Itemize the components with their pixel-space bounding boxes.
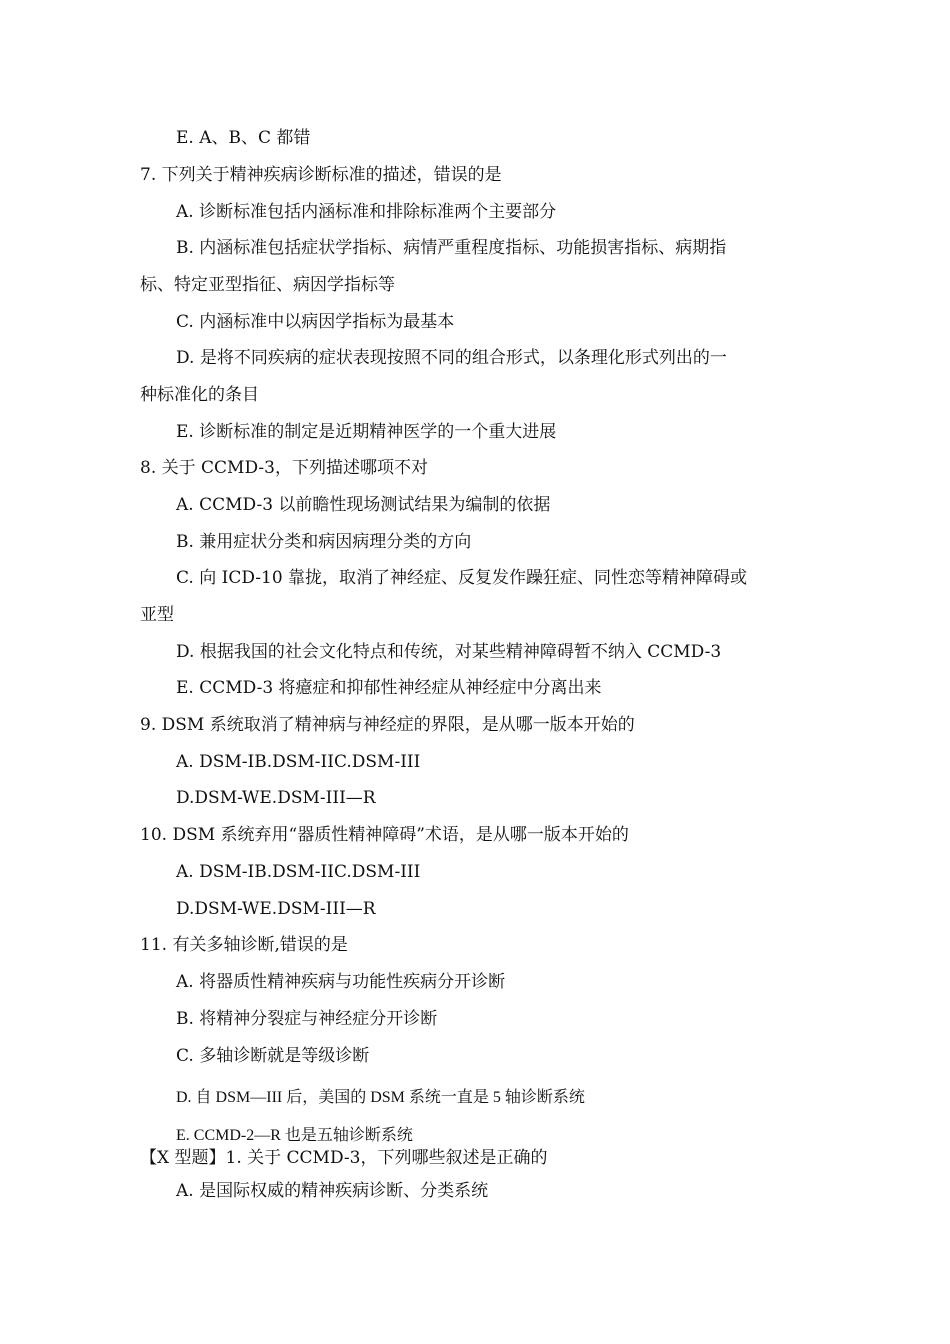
question-line: 11. 有关多轴诊断,错误的是 — [140, 935, 348, 955]
option-line: D. 自 DSM—III 后，美国的 DSM 系统一直是 5 轴诊断系统 — [176, 1089, 585, 1106]
option-line: A. 是国际权威的精神疾病诊断、分类系统 — [176, 1181, 489, 1201]
option-line: A. CCMD-3 以前瞻性现场测试结果为编制的依据 — [176, 495, 551, 515]
section-heading: 【X 型题】1. 关于 CCMD-3，下列哪些叙述是正确的 — [140, 1148, 548, 1168]
option-line: E. CCMD-3 将癔症和抑郁性神经症从神经症中分离出来 — [176, 678, 602, 698]
option-line: C. 多轴诊断就是等级诊断 — [176, 1046, 370, 1066]
option-line: A. 诊断标准包括内涵标准和排除标准两个主要部分 — [176, 202, 557, 222]
option-line: E. A、B、C 都错 — [176, 128, 311, 148]
option-line: E. 诊断标准的制定是近期精神医学的一个重大进展 — [176, 422, 557, 442]
option-line: A. DSM-IB.DSM-IIC.DSM-III — [176, 752, 421, 772]
option-line: E. CCMD-2—R 也是五轴诊断系统 — [176, 1127, 413, 1144]
option-line: D. 根据我国的社会文化特点和传统，对某些精神障碍暂不纳入 CCMD-3 — [176, 642, 722, 662]
option-line: C. 向 ICD-10 靠拢，取消了神经症、反复发作躁狂症、同性恋等精神障碍或 — [176, 568, 748, 588]
option-line: B. 将精神分裂症与神经症分开诊断 — [176, 1009, 438, 1029]
option-line: D.DSM-WE.DSM-III—R — [176, 788, 376, 808]
question-line: 7. 下列关于精神疾病诊断标准的描述，错误的是 — [140, 165, 502, 185]
continuation-line: 种标准化的条目 — [140, 385, 259, 405]
continuation-line: 标、特定亚型指征、病因学指标等 — [140, 275, 395, 295]
question-line: 8. 关于 CCMD-3，下列描述哪项不对 — [140, 458, 428, 478]
option-line: D. 是将不同疾病的症状表现按照不同的组合形式，以条理化形式列出的一 — [176, 348, 727, 368]
continuation-line: 亚型 — [140, 605, 174, 625]
question-line: 9. DSM 系统取消了精神病与神经症的界限，是从哪一版本开始的 — [140, 715, 635, 735]
option-line: A. 将器质性精神疾病与功能性疾病分开诊断 — [176, 972, 506, 992]
option-line: B. 兼用症状分类和病因病理分类的方向 — [176, 532, 472, 552]
option-line: A. DSM-IB.DSM-IIC.DSM-III — [176, 862, 421, 882]
option-line: C. 内涵标准中以病因学指标为最基本 — [176, 312, 455, 332]
question-line: 10. DSM 系统弃用“器质性精神障碍”术语，是从哪一版本开始的 — [140, 825, 629, 845]
option-line: B. 内涵标准包括症状学指标、病情严重程度指标、功能损害指标、病期指 — [176, 238, 727, 258]
option-line: D.DSM-WE.DSM-III—R — [176, 899, 376, 919]
